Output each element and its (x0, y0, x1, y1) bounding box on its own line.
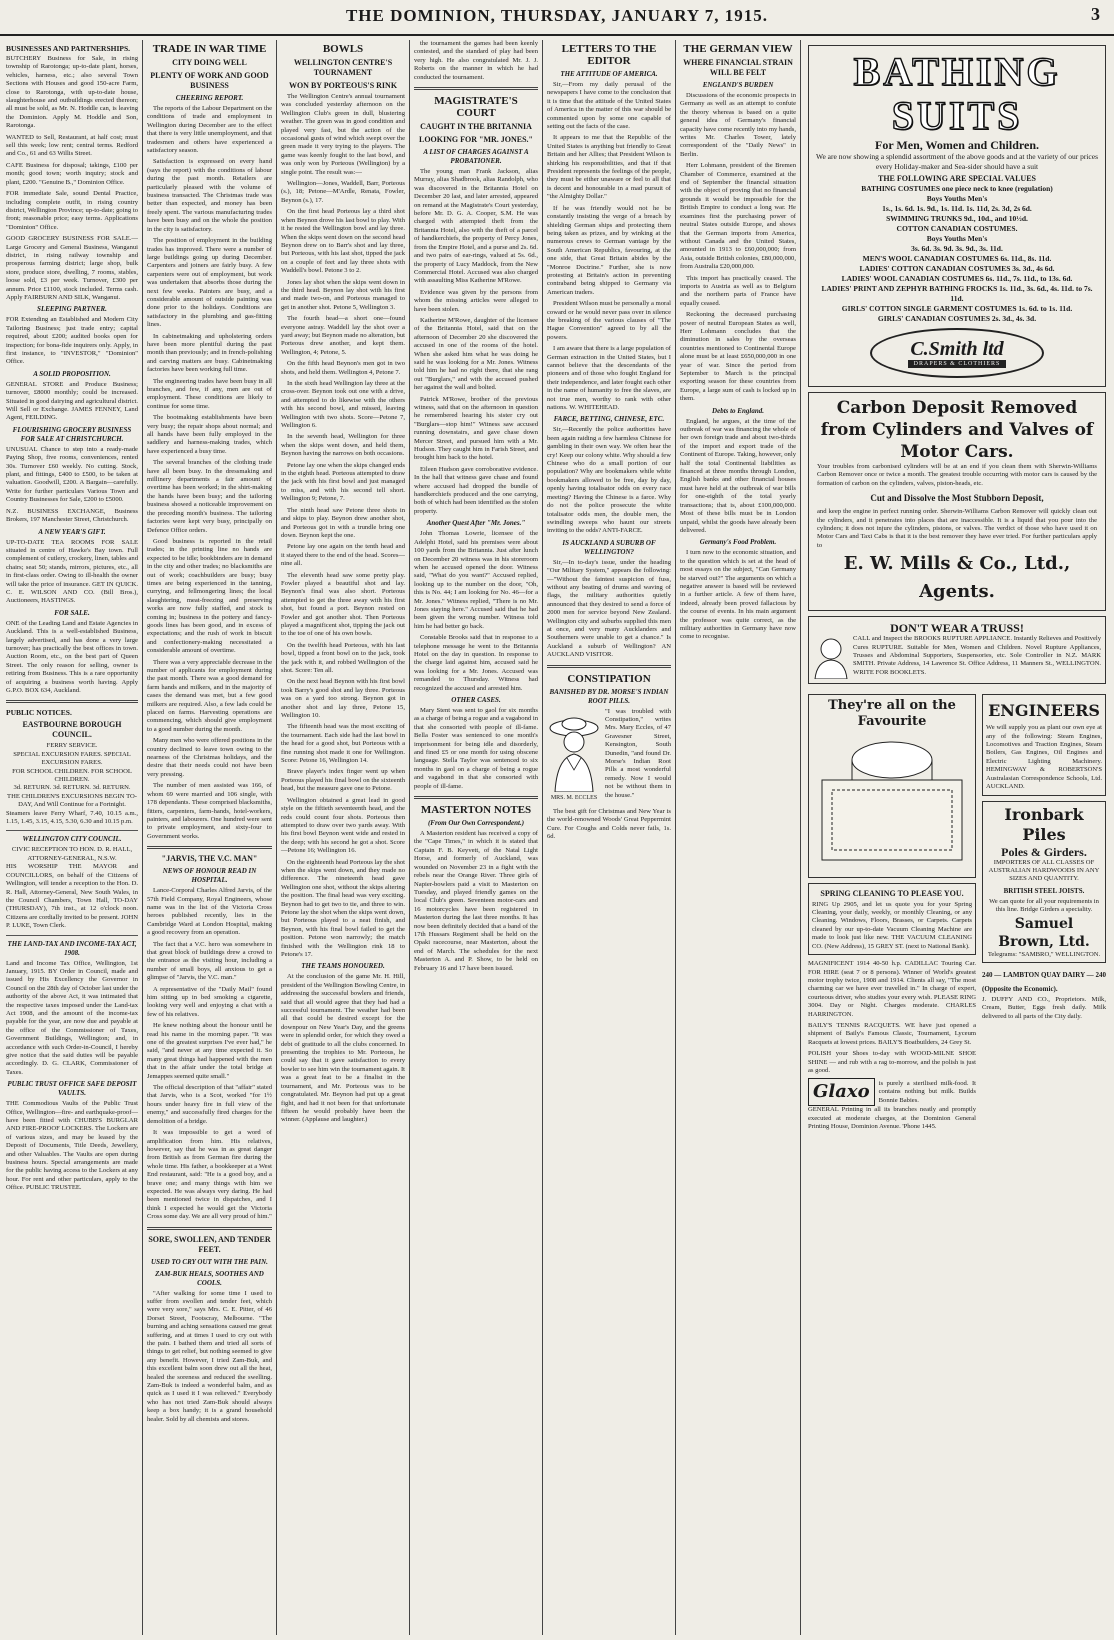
divider (6, 830, 138, 831)
article-paragraph: The fact that a V.C. hero was somewhere in that great block of buildings drew a crowd to the entrance as the visiting hour, including a number of small boys, all anxious to get a glimpse of "Jarvis, the V.C. man." (147, 940, 272, 982)
ad-text: and keep the engine in perfect running order. Sherwin-Williams Carbon Remover will quickly clean out the cylinders, and it penetrates into places that are inaccessible. It is a liquid that you pour into the cylinders; it does not injure the cylinders, pistons, or valves. The verdict of those who have used it on Motor Cars and Taxi Cabs is that it is the best remover they have ever tried. For further particulars apply to (817, 508, 1097, 549)
section-heading: PUBLIC NOTICES. (6, 708, 72, 718)
company-name: Samuel Brown, Ltd. (998, 915, 1090, 950)
ad-heading: A SOLID PROPOSITION. (33, 369, 111, 378)
price-line: GIRLS' CANADIAN COSTUMES 2s. 3d., 4s. 3d. (877, 314, 1037, 323)
article-headline: BOWLS (322, 43, 364, 55)
man-portrait-icon (813, 635, 849, 679)
ad-text: Your troubles from carbonised cylinders will be at an end if you clean them with Sherwin-Williams Carbon Remover once or twice a month. The greatest trouble occurring with motor cars is caused by the formation of carbon on the cylinders, valves, piston-heads, etc. (817, 463, 1097, 487)
article-subhead: WHERE FINANCIAL STRAIN WILL BE FELT (683, 58, 793, 77)
article-paragraph: Jones lay shot when the skips went down in the third head. Beynon lay shot with his first and made two-on, and Porteous managed to get in another shot. Petone 5, Wellington 3. (281, 278, 405, 311)
article-paragraph: The eleventh head saw some pretty play. Fowler played a beautiful shot and lay. Beynon's final was also short. Porteous attempted to get the three away with his first shot, but found a port. Beynon rested on Fowler and got another shot. Then Porteous played a magnificent shot, tipping the jack out to the toe of one of his own bowls. (281, 571, 405, 638)
price-line: 1s., 1s. 6d. 1s. 9d., 1s. 11d. 1s. 11d, 2s. 3d, 2s 6d. (882, 204, 1032, 213)
article-paragraph: A Masterton resident has received a copy of the "Cape Times," in which it is stated that Captain F. B. Keyvett, of the Natal Light Horse, and formerly of Auckland, was wounded on November 23 in a fight with the rebels near the Orange River. Three girls of Napier-bowlers paid a visit to Masterton on Tuesday, and played friendly games on the local Club's green. Seventeen motor-cars and 16 motorcycles have been registered in Masterton during the last three months. It has now been definitely decided that a band of the 17th Hussars Regiment shall be held on the Opaki racecourse, near Masterton, about the end of March. The schedules for the next Masterton A. and P. Show, to be held on February 16 and 17 have been issued. (414, 830, 538, 972)
article-paragraph: A representative of the "Daily Mail" found him sitting up in bed smoking a cigarette, looking very well and enjoying a chat with a few of his relatives. (147, 985, 272, 1018)
ad-text: UNUSUAL Chance to step into a ready-made Paying Shop, five rooms, conveniences, rented 30s. Turnover £60 weekly. No cutting. Stock, plant, and fittings, £400 to £500, to be taken at valuation. Goodwill, £200. A Bargain—carefully. Write for further particulars Various Town and Country Businesses for Sale, £200 to £5000. (6, 445, 138, 504)
portrait-illustration (547, 714, 601, 802)
article-paragraph: Good business is reported in the retail trades; in the printing line no hands are expected to be idle; bookbinders are in demand in the city and other trades; no blacksmiths are out of work; coachbuilders are busy; busy times are being experienced in the tanning, currying, and fellmongering lines; the local slaughtering, meat-freezing and preserving works are now fully staffed, and stock is coming in; business in the pottery and fancy-goods lines has been good, and in excess of expectations; and the rush of work in biscuit and confectionery-making necessitated a considerable amount of overtime. (147, 537, 272, 655)
notice-text: THE Commodious Vaults of the Public Trust Office, Wellington—fire- and earthquake-proof—have been fitted with CHUBB'S BURGLAR AND FIRE-PROOF LOCKERS. The Lockers are of various sizes, and may be leased by the Deposit of Documents, Title Deeds, Jewellery, and other Valuables. The Vaults are open during business hours. Special arrangements are made for the public having access to the Lockers at any hour. For rent and other particulars, apply to the Office. PUBLIC TRUSTEE. (6, 1100, 138, 1192)
article-paragraph: The reports of the Labour Department on the conditions of trade and employment in Wellington during December are to the effect that there is very little unemployment, and that tradesmen and others have experienced a satisfactory season. (147, 105, 272, 155)
ad-heading: FLOURISHING GROCERY BUSINESS FOR SALE AT CHRISTCHURCH. (12, 425, 132, 443)
engineers-ad (982, 694, 1106, 795)
price-line: LADIES' WOOL CANADIAN COSTUMES 6s. 11d., 7s. 11d., to 13s. 6d. (841, 274, 1073, 283)
article-subhead: CAUGHT IN THE BRITANNIA (420, 122, 532, 132)
article-paragraph: Wellington obtained a great lead in good style on the fiftieth seventeenth head, and the reds could count four shots. Porteous then attempted to draw over two yards away. With his first bowl Beynon went wide and rested in the deep; with his second he got a shot. Score—Petone 16; Wellington 16. (281, 796, 405, 855)
column-letters (543, 40, 675, 1635)
woman-portrait-icon (547, 714, 601, 792)
article-subhead: CITY DOING WELL (172, 58, 247, 67)
ad-heading: FOR SALE. (54, 608, 90, 617)
article-paragraph: On the next head Beynon with his first bowl took Barry's good shot and lay three. Porteous was on a yard too strong. Beynon got in another shot and lay three, Petone 15, Wellington 10. (281, 678, 405, 720)
ad-subhead: ZAM-BUK HEALS, SOOTHES AND COOLS. (155, 1269, 264, 1287)
article-paragraph: This import has practically ceased. The imports to Austria as well as to Belgium and the northern parts of France have equally ceased. (680, 274, 796, 307)
price-line: LADIES' PRINT AND ZEPHYR BATHING FROCKS 1s. 11d., 3s. 6d., 4s. 11d. to 7s. 11d. (821, 284, 1093, 303)
ad-subhead: USED TO CRY OUT WITH THE PAIN. (151, 1257, 268, 1266)
article-paragraph: Constable Brooks said that in response to a telephone message he went to the Britannia Hotel on the day in question. In response to the charge laid against him, accused said he was looking for a Mr. Jones. Accused was remanded to Thursday. Witness had recognized the accused and arrested him. (414, 634, 538, 692)
article-paragraph: It was impossible to get a word of amplification from him. His relatives, however, say that he was in as great danger from British as from German fire during the whole time. His father, a bookkeeper at a West End restaurant, said: "He is a good boy, and a brave one; and many things with him we expected. He was always very daring. He had been mentioned twice in dispatches, and I think I expected he would get the Victoria Cross some day. We are all very proud of him." (147, 1129, 272, 1221)
article-paragraph: Satisfaction is expressed on every hand (says the report) with the conditions of labour during the past month. Retailers are particularly pleased with the volume of business transacted. The Christmas trade was better than expected, and money has been freely spent. The various manufacturing trades have been busy and on the whole the position in the city is satisfactory. (147, 158, 272, 233)
article-paragraph: Brave player's index finger went up when Porteous played his final bowl on the sixteenth head, but the measure gave one to Petone. (281, 768, 405, 793)
divider (147, 846, 272, 849)
letter-paragraph: Sir,—In to-day's issue, under the heading "Our Military System," appears the following:—"Without the faintest suspicion of fuss, without any beating of drums and waving of flags, the military authorities quietly announced that they desired to send a force of 2000 men for service beyond New Zealand. Wellington city and suburbs supplied this men at once, and very many Aucklanders and Southerners were unable to get a chance." Is Auckland a suburb of Wellington? AN AUCKLAND VISITOR. (547, 558, 671, 659)
newspaper-title: THE DOMINION, THURSDAY, JANUARY 7, 1915. (345, 6, 769, 25)
article-paragraph: In cabinetmaking and upholstering orders have been more plentiful during the past month than previously; and in french-polishing and carving matters are busy. Cabinetmaking factories have been working full time. (147, 332, 272, 374)
divider (414, 796, 538, 799)
ad-text: IMPORTERS OF ALL CLASSES OF AUSTRALIAN HARDWOODS IN ANY SIZES AND QUANTITY. (988, 858, 1100, 883)
ad-text: Telegrams: "SAMBRO," WELLINGTON. (987, 950, 1101, 958)
article-paragraph: Petone lay one when the skips changed ends in the eighth head. Porteous attempted to draw the jack with his first bowl and just managed to miss, and with his second tell short. Wellington 9; Petone, 7. (281, 461, 405, 503)
article-subhead: WELLINGTON CENTRE'S TOURNAMENT (293, 58, 393, 77)
ad-text: "I was troubled with Constipation," writes Mrs. Mary Eccles, of 47 Gravesner Street, Kensington, South Dunedin, "and found Dr. Morse's Indian Root Pills a most wonderful remedy. Now I would not be without them in the house." (605, 707, 671, 799)
letter-paragraph: President Wilson must be personally a moral coward or he would never pass over in silence the breaking of the various clauses of "The Hague Convention" agreed to by all the powers. (547, 300, 671, 341)
ad-text: UP-TO-DATE TEA ROOMS FOR SALE situated in centre of Hawke's Bay town. Full complement of cutlery, crockery, linen, tables and chairs; seat 50; stands, mirrors, pictures, etc., all in first-class order. Owing to ill-health the owner will take the price of insurance. GET IN QUICK. C. E. WILSON AND CO. (Bill Bros.), Auctioneers, HASTINGS. (6, 538, 138, 605)
section-heading: BUSINESSES AND PARTNERSHIPS. (6, 44, 131, 53)
ad-subhead: THE FOLLOWING ARE SPECIAL VALUES (878, 174, 1036, 183)
ad-subhead: BRITISH STEEL JOISTS. (1003, 886, 1085, 895)
ad-text: ONE of the Leading Land and Estate Agencies in Auckland. This is a well-established Business, largely advertised, and has done a very large turnover; has practically the best offices in town. Auction Room, etc., on the best part of Queen Street. The only reason for selling, owner is retiring from Business. This is a rare opportunity of acquiring a business worth having. Apply G.P.O. BOX 634, Auckland. (6, 619, 138, 694)
article-paragraph: On the twelfth head Porteous, with his last bowl, tipped a front bowl on to the jack, took the jack with it, and robbed Wellington of the shot. Score: Ten all. (281, 641, 405, 674)
column-rule (800, 40, 801, 1635)
notice-heading: THE LAND-TAX AND INCOME-TAX ACT, 1908. (7, 939, 137, 957)
ad-subhead: Poles & Girders. (1001, 844, 1087, 859)
divider (414, 87, 538, 90)
article-paragraph: In the seventh head, Wellington for three when the skips went down, and held them, Beynon having the narrows on both occasions. (281, 433, 405, 458)
article-headline: THE GERMAN VIEW (683, 43, 793, 55)
ad-text: "After walking for some time I used to suffer from swollen and tender feet, which were very sore," says Mrs. C. E. Pitter, of 46 Dorset Street, Footscray, Melbourne. "The burning and aching sensations caused me great suffering, and at times I used to cry out with the pain. I bathed them and tried all sorts of things to get relief, but nothing seemed to give any benefit. However, I tried Zam-Buk, and this excellent balm soon drew out all the heat, healed the soreness and reduced the swelling. Zam-Buk is indeed a wonderful balm, and as quick as I used it I was relieved." Everybody who has not tried Zam-Buk should always keep a box handy; it is a grand household healer. Sold by all chemists and stores. (147, 1289, 272, 1423)
ad-text: CALL and Inspect the BROOKS RUPTURE APPLIANCE. Instantly Relieves and Positively Cures RUPTURE. Suitable for Men, Women and Children. Novel Rupture Appliances, Trusses and Abdominal Supporters, Suspensories, etc. Sole Controller in N.Z. MARK SMITH. Private Address, 14 Lawrence St. Office Address, 11 Manners St., WELLINGTON. WRITE FOR BOOKLETS. (853, 635, 1101, 676)
column-advertisements (802, 40, 1112, 1635)
divider (6, 935, 138, 936)
article-paragraph: The bootmaking establishments have been very busy; the repair shops about normal; and all hands have been fully employed in the saddlery and harness-making trades, which have experienced a busy time. (147, 414, 272, 455)
column-court (410, 40, 542, 1635)
divider (147, 1227, 272, 1230)
article-subhead: A LIST OF CHARGES AGAINST A PROBATIONER. (423, 148, 529, 166)
price-line: MEN'S WOOL CANADIAN COSTUMES 6s. 11d., 8s. 11d. (862, 254, 1052, 263)
page-number: 3 (1091, 4, 1100, 24)
ad-headline: Carbon Deposit Removed from Cylinders and Valves of Motor Cars. (820, 398, 1094, 462)
ad-subhead: Cut and Dissolve the Most Stubborn Deposit, (870, 493, 1044, 504)
article-subhead: OTHER CASES. (451, 696, 501, 704)
price-line: LADIES' COTTON CANADIAN COSTUMES 3s. 3d., 4s 6d. (859, 264, 1055, 273)
ad-text: GENERAL STORE and Produce Business; turnover, £8000 monthly; could be increased. Situated in good dairying and agricultural district. Will Sell or Exchange. JAMES FENNEY, Land Agent, FEILDING. (6, 380, 138, 422)
ad-text: CAFE Business for disposal; takings, £100 per month; good town; worth inquiry; stock and plant, £200. "Genuine B.," Dominion Office. (6, 161, 138, 186)
article-paragraph: Many men who were offered positions in the country declined to leave town owing to the nearness of the Christmas holidays, and the desire that their needs could not have been very pressing. (147, 737, 272, 778)
ad-text: FOR Extending an Established and Modern City Tailoring Business; just trade entry; capital required, about £200; audited books open for inspection; for bona-fide inquirers only. Apply, in first instance, to "INVESTOR," "Dominion" Office. (6, 316, 138, 366)
column-classifieds (2, 40, 142, 1635)
notice-line: THE CHILDREN'S EXCURSIONS BEGIN TO-DAY, And Will Continue for a Fortnight. (7, 792, 137, 809)
agent-name: E. W. Mills & Co., Ltd., Agents. (843, 553, 1071, 603)
divider (6, 700, 138, 703)
article-paragraph: The several branches of the clothing trade have all been busy. In the dressmaking and millinery departments a fair amount of overtime has been worked; in the shirt-making the hands have been busy; and the tailoring business showed a noticeable improvement on the preceding month's business. The tailoring factories were kept very busy, principally on Defence Office orders. (147, 459, 272, 534)
notice-heading: EASTBOURNE BOROUGH COUNCIL. (22, 720, 122, 740)
notice-line: FOR SCHOOL CHILDREN. FOR SCHOOL CHILDREN. (12, 767, 132, 784)
ad-text: We can quote for all your requirements in this line. Bridge Girders a speciality. (989, 897, 1099, 914)
article-paragraph: Discussions of the economic prospects in Germany as well as an attempt to confute the theory whereas is based on a quite general idea of Germany's financial capacity have come recently into my hands, writes Mr. Charles Tower, lately correspondent of the "Daily News" in Berlin. (680, 92, 796, 158)
article-paragraph: Katherine M'Rowe, daughter of the licensee of the Britannia Hotel, said that on the afternoon of December 20 she discovered the accused in one of the rooms of the hotel. When she asked him what he was doing he said he was looking for a Mr. Jones. Witness told him he had no right there, that she rang out "Burglars," and with the accused pushed her against the wall and bolted. (414, 316, 538, 392)
ad-heading: A NEW YEAR'S GIFT. (38, 527, 106, 536)
ad-text: J. DUFFY AND CO., Proprietors. Milk, Cream, Butter, Eggs fresh daily. Milk delivered to all parts of the City daily. (982, 995, 1106, 1020)
ad-headline: 240 — LAMBTON QUAY DAIRY — 240 (Opposite the Economic). (982, 970, 1106, 993)
price-line: SWIMMING TRUNKS 9d., 10d., and 10½d. (886, 214, 1028, 223)
article-subhead: Debts to England. (712, 406, 764, 415)
divider (547, 665, 671, 668)
column-trade (143, 40, 276, 1635)
ad-text: We will supply you as plant our own eye at any of the following: Steam Engines, Locomotives and Traction Engines, Steam Boilers, Gas Engines, Oil Engines and Electric Lighting Machinery. HEMINGWAY & ROBERTSON'S Australasian Correspondence Schools, Ltd. AUCKLAND. (986, 724, 1102, 791)
article-paragraph: Eileen Hudson gave corroborative evidence. In the hall that witness gave chase and found where accused had dropped the bundle of handkerchiefs produced and the one carrying, both of which had been identified as the stolen property. (414, 465, 538, 515)
ad-headline: BATHING SUITS (853, 49, 1061, 138)
article-paragraph: He knew nothing about the honour until he read his name in the morning paper. "It was one of the greatest surprises I've ever had," he said, "and never at any time expected it. So many great things had happened with the men that in the affair under the total bridge at Jemappes seemed quite small." (147, 1022, 272, 1080)
article-headline: TRADE IN WAR TIME (152, 43, 267, 55)
article-subhead: THE TEAMS HONOURED. (301, 962, 385, 971)
article-paragraph: The number of men assisted was 166, of whom 69 were married and 106 single, with 178 dependants. These comprised blacksmiths, fitters, carpenters, farm-hands, hotel-workers, painters, and labourers. One hundred were sent to private employment, and sixty-four to Government works. (147, 782, 272, 840)
letter-paragraph: Sir,—From my daily perusal of the newspapers I have come to the conclusion that it is time that the attitude of the United States of America in the matter of this war should be commented upon by some one capable of setting out the facts of the case. (547, 81, 671, 131)
article-subhead: PLENTY OF WORK AND GOOD BUSINESS (150, 71, 269, 90)
ad-text: WANTED to Sell, Restaurant, at half cost; must sell this week; low rent; central terms. Redford and Co., 61 and 63 Willis Street. (6, 133, 138, 158)
glaxo-logo: Glaxo (808, 1078, 875, 1106)
letter-paragraph: It appears to me that the Republic of the United States is anything but friendly to Great Britain and her Allies; that President Wilson is shirking his responsibilities, and that if that President represents the feelings of the people, they must be either unaware or feel to all that is decent and honourable in a mad pursuit of "the Almighty Dollar." (547, 134, 671, 201)
article-paragraph: Herr Lohmann, president of the Bremen Chamber of Commerce, examined at the end of September the financial situation with the object of proving that no financial grounds it would be impossible for the British Empire to conduct a long war. He examines first the purchasing power of neutral States outside Europe, and shows that the German imports from America, without Canada and the United States, amounted in 1913 to £60,000,000; from Asia, outside British colonies, £80,000,000, from Australia £20,000,000. (680, 162, 796, 271)
favourite-ad (808, 694, 976, 877)
article-paragraph: The Wellington Centre's annual tournament was concluded yesterday afternoon on the Wellington Club's green in dull, blustering weather. The green was in good condition and played very fast, but the action of the occasional gusts of wind which swept over the green made it very trying to the players. The game was keenly fought to the last bowl, and was only won by Porteous (Wellington) by a single point. The result was:— (281, 93, 405, 176)
article-headline: "JARVIS, THE V.C. MAN" (161, 854, 258, 864)
ad-subhead: For Men, Women and Children. (874, 138, 1040, 152)
article-subhead: NEWS OF HONOUR READ IN HOSPITAL. (162, 867, 257, 885)
article-subhead: (From Our Own Correspondent.) (427, 819, 525, 828)
ad-text: N.Z. BUSINESS EXCHANGE, Business Brokers, 197 Manchester Street, Christchurch. (6, 507, 138, 524)
notice-line: FERRY SERVICE. (46, 742, 98, 750)
article-headline: MAGISTRATE'S COURT (434, 95, 518, 120)
article-paragraph: On the eighteenth head Porteous lay the shot when the skips went down, and they made no difference. The nineteenth head gave Wellington one shot, without the skips altering the position. The final head was very exciting. Beynon had to get two to tie, and three to win. Petone lay the shot when the skips went down, but Porteous played to a neat finish, and Beynon, with his final bowl failed to get the position. Petone won narrowly; the match finished with the Wellington rink 18 to Petone's 17. (281, 858, 405, 958)
price-line: GIRLS' COTTON SINGLE GARMENT COSTUMES 1s. 6d. to 1s. 11d. (841, 304, 1073, 313)
ad-text: is purely a sterilised milk-food. It contains nothing but milk. Builds Bonnie Babies. (878, 1079, 976, 1104)
article-paragraph: England, he argues, at the time of the outbreak of war was financing the whole of her own foreign trade and about two-thirds of the import and export trade of the Continent of Europe. Taking, however, only half the total Continental liabilities as financed at three months through London, English banks and other financial houses must have held at the outbreak of war bills for one-eighth of the total yearly transactions; that is, about £100,000,000. Most of these bills must be in London unpaid, whilst the goods have already been delivered. (680, 417, 796, 534)
article-paragraph: John Thomas Lowrie, licensee of the Adelphi Hotel, said his premises were about 100 yards from the Britannia. Just after lunch on December 20 witness was in his storeroom when he accused opened the door. Witness said, "What do you want?" Accused replied, looking up to the number on the door, "Oh, this is No. 44; I am looking for No. 46—for a Mr. Jones." Witness replied, "There is no Mr. Jones staying here." Accused said that he had been given the wrong number. Witness told him he had better go back. (414, 530, 538, 630)
ad-headline: ENGINEERS (988, 701, 1100, 721)
article-paragraph: Patrick M'Rowe, brother of the previous witness, said that on the afternoon in question he remembered hearing his sister cry out "Burglars—stop him!" Witness saw accused running downstairs, and gave chase down Mercer Street, and pursued him with a Mr. Hudson. They caught him in Farish Street, and brought him back to the hotel. (414, 395, 538, 462)
letter-paragraph: Sir,—Recently the police authorities have been again raiding a few harmless Chinese for gambling in their own way. We often hear the cry! Keep our colony white. Why should a few Chinese who do a small portion of our population? Why are bookmakers while white bookmakers allowed to be free, day by day, openly having totalisator odds on every race meeting? Having the Chinese is a farce. Why do not the police prosecute the white totalisator odds men, the double men, the swindling sweeps who haunt our streets inviting to the odds? ANTI-FARCE. (547, 426, 671, 535)
product-illustration-icon (812, 730, 972, 870)
portrait-caption: MRS. M. ECCLES (550, 795, 598, 801)
ad-headline: CONSTIPATION (567, 672, 651, 685)
ad-text: GENERAL Printing in all its branches neatly and promptly executed at moderate charges, at the Dominion General Printing House, Dominion Avenue. 'Phone 1445. (808, 1106, 976, 1131)
ad-heading: SLEEPING PARTNER. (37, 305, 107, 314)
article-paragraph: At the conclusion of the game Mr. H. Hill, president of the Wellington Bowling Centre, in addressing the successful bowlers and friends, said that all would agree that they had had a successful tournament. The weather had been all that could be desired except for the downpour on New Year's Day, and the greens were in splendid order, for which they owed a debt of gratitude to all the clubs concerned. In presenting the trophies to Mr. Porteous, he could say that it gave satisfaction to every bowler to see him win the tournament again. It was a great feat to be a finalist in the tournament, and Mr. Porteous was to be congratulated. Mr. Beynon had put up a great fight, and had it not been for that unfortunate fifteen he would probably have been the winner. (Applause and laughter.) (281, 973, 405, 1124)
article-subhead: ENGLAND'S BURDEN (702, 81, 774, 89)
ad-text: MAGNIFICENT 1914 40-50 h.p. CADILLAC Touring Car. FOR HIRE (seat 7 or 8 persons). Winner of World's greatest motor trophy twice, 1908 and 1914. Clients all say, "The most charming car we have ever travelled in." In charge of expert, courteous driver, who studies your every wish. PLEASE RING 3004. Day or Night. Charges moderate. CHARLES HARRINGTON. (808, 960, 976, 1018)
ad-headline: Ironbark Piles (1004, 804, 1084, 844)
ad-headline: DON'T WEAR A TRUSS! (890, 621, 1024, 636)
smith-logo (870, 328, 1044, 378)
logo-text: C.Smith ltd (910, 337, 1004, 360)
letter-heading: THE ATTITUDE OF AMERICA. (560, 70, 658, 78)
ironbark-ad (982, 801, 1106, 963)
article-subhead: Another Quest After "Mr. Jones." (426, 519, 526, 528)
letter-heading: FARCE, BETTING, CHINESE, ETC. (553, 415, 665, 424)
article-paragraph: Petone lay one again on the tenth head and it stayed there to the end of the head. Scores—nine all. (281, 543, 405, 568)
article-paragraph: The ninth head saw Petone three shots in and skips to play. Beynon drew another shot, and Porteous got in with a trundle bring one down. Beynon kept the one. (281, 506, 405, 539)
article-paragraph: The fourth head—a short one—found everyone astray. Waddell lay the shot over a yard away; but Beynon made no alteration, but Porteous drew another, and kept them. Wellington, 4; Petone, 5. (281, 315, 405, 356)
article-paragraph: Mary Stent was sent to gaol for six months as a charge of being a rogue and a vagabond in that she consorted with people of ill-fame. Bella Foster was sentenced to one month's imprisonment for being idle and disorderly, and fined £5 or one month for using obscene language. Stella Taylor was sentenced to six months in gaol on a charge of being a rogue and vagabond in that she consorted with people of ill-fame. (414, 707, 538, 790)
notice-heading: PUBLIC TRUST OFFICE SAFE DEPOSIT VAULTS. (7, 1080, 137, 1098)
column-bowls (277, 40, 409, 1635)
article-paragraph: the tournament the games had been keenly contested, and the standard of play had been very high. He also congratulated Mr. J. J. Roberts on the manner in which he had conducted the tournament. (414, 40, 538, 81)
notice-line: SPECIAL EXCURSION FARES. SPECIAL EXCURSION FARES. (13, 750, 131, 767)
article-paragraph: Lance-Corporal Charles Alfred Jarvis, of the 57th Field Company, Royal Engineers, whose name was in the list of the Victoria Cross heroes published recently, lies in the Cambridge Ward at London Hospital, making a good recovery from an operation. (147, 887, 272, 937)
article-headline: MASTERTON NOTES (420, 804, 532, 817)
logo-subtext: DRAPERS & CLOTHIERS (908, 360, 1007, 368)
notice-line: CIVIC RECEPTION TO HON. D. R. HALL, ATTORNEY-GENERAL, N.S.W. (11, 846, 133, 862)
ad-text: BUTCHERY Business for Sale, in rising township of Rarotonga; up-to-date plant, horses, vehicles, harness, etc.; also several Town Sections with Houses and good 150-acre Farm, close to Rarotonga, with up-to-date house, slaughterhouse and outbuildings erected thereon; all must be sold, as Mr. N. Hoddle can, is leaving the Dominion. Apply M. Hoddle and Son, Rarotonga. (6, 55, 138, 130)
article-paragraph: The young man Frank Jackson, alias Murray, alias Shadbrook, alias Randolph, who was discovered in the Britannia Hotel on December 20 last, and later arrested, appeared on remand at the Magistrate's Court yesterday, before Mr. D. G. A. Cooper, S.M. He was charged with attempted theft from the Britannia Hotel, also with the theft of a parcel of handkerchiefs, the property of Percy Jones, from the Empire Hotel, and a purse and 2s. 6d. and two pairs of ear-rings, valued at 5s. 6d., the property of Lucy Maddock, from the New Commercial Hotel. Accused was also charged with assaulting Miss Katherine M'Rowe. (414, 168, 538, 285)
article-paragraph: On the first head Porteous lay a third shot when Beynon drove his last bowl to play. With it he rested the Wellington bowl and lay three. When the skips went down on the second head Beynon drew on to Barr's shot and lay three, but Porteous, with his last shot, tipped the jack on a couple of feet and lay three shots with Waddell's bowl. Petone 3 to 2. (281, 208, 405, 275)
ad-headline: SORE, SWOLLEN, AND TENDER FEET. (148, 1234, 271, 1254)
article-subhead: CHEERING REPORT. (175, 94, 244, 102)
bathing-suits-ad (808, 45, 1106, 387)
article-paragraph: The position of employment in the building trades has improved. There were a number of large buildings going up during December. Carpenters and joiners are fairly busy. A few carpenters were out of employment, but work was undertaken that absorbs those during the next few weeks. Painters are busy, and a considerable amount of outside painting was done prior to the holidays. Conditions are satisfactory in the plumbing and gas-fitting lines. (147, 237, 272, 329)
masthead (0, 0, 1114, 36)
article-headline: LETTERS TO THE EDITOR (561, 43, 657, 67)
notice-text: HIS WORSHIP THE MAYOR and COUNCILLORS, on behalf of the Citizens of Wellington, will tender a reception to the Hon. D. R. Hall, Attorney-General, New South Wales, in the Council Chambers, Town Hall, TO-DAY (THURSDAY), 7th inst., at 12 o'clock noon. Citizens are cordially invited to be present. JOHN P. LUKE, Town Clerk. (6, 863, 138, 930)
ad-subhead: BANISHED BY DR. MORSE'S INDIAN ROOT PILLS. (549, 687, 669, 705)
letter-heading: IS AUCKLAND A SUBURB OF WELLINGTON? (562, 538, 656, 556)
ad-text: The best gift for Christmas and New Year is the world-renowned Woods' Great Peppermint Cure. For Coughs and Colds never fails, 1s. 6d. (547, 808, 671, 841)
notice-text: Land and Income Tax Office, Wellington, 1st January, 1915. BY Order in Council, made and issued by His Excellency the Governor in Council on the 28th day of October last under the authority of the above Act, it was intimated that the respective taxes imposed under the Land-tax Act 1908, and the amount of the income-tax payable for the year, are now due and payable at the office of the Commissioner of Taxes, Government Buildings, Wellington; and, in accordance with such Order-in-Council, I hereby give notice that the said duties will be payable accordingly. D. G. CLARK, Commissioner of Taxes. (6, 959, 138, 1076)
ad-headline: They're all on the Favourite (828, 698, 956, 730)
price-line: 3s. 6d. 3s. 9d. 3s. 9d., 3s. 11d. (911, 244, 1003, 253)
spring-cleaning-ad (808, 883, 976, 955)
price-line: Boys Youths Men's (926, 194, 988, 203)
article-subhead: Germany's Food Problem. (699, 538, 777, 547)
ad-text: BAILY'S TENNIS RACQUETS. WE have just opened a shipment of Baily's Famous Classic, Tournament, Lyceum Racquets at lowest prices. BAILY'S Boatbuilders, 24 Grey St. (808, 1021, 976, 1046)
ad-text: We are now showing a splendid assortment of the above goods and at the variety of our prices every Holiday-maker and Sea-sider should have a suit (815, 152, 1099, 171)
notice-text: Steamers leave Ferry Wharf, 7.40, 10.15 a.m., 1.15, 1.45, 3.15, 4.15, 5.30, 6.30 and 10.15 p.m. (6, 809, 138, 826)
truss-ad (808, 616, 1106, 684)
ad-text: POLISH your Shoes to-day with WOOD-MILNE SHOE SHINE — and rub with a rag to-morrow, and the polish is just as good. (808, 1050, 976, 1074)
ad-text: FOR immediate Sale, sound Dental Practice, including complete outfit, in rising country district, Wellington Province; up-to-date; going to front; reasonable price; easy terms. Applications "Dominion" Office. (6, 190, 138, 231)
price-line: COTTON CANADIAN COSTUMES. (896, 224, 1018, 233)
notice-line: 3d. RETURN. 3d. RETURN. 3d. RETURN. (13, 784, 131, 792)
article-paragraph: Wellington—Jones, Waddell, Barr, Porteous (s.), 18; Petone—M'Ardle, Renata, Fowler, Beynon (s.), 17. (281, 180, 405, 204)
letter-paragraph: If he was friendly would not he be constantly insisting the verge of a breach by shielding German ships and protecting them being taken as prizes, and by winking at the numerous crews to German vantage by the South American Republics, favouring, at the one side, that Great Britain abides by the "Monroe Doctrine." Further, she is now protesting at Britain's action in preventing contraband being shipped to Germany via American traders. (547, 204, 671, 296)
article-paragraph: In the sixth head Wellington lay three at the cross-over. Beynon took out one with a drive, and attempted to do likewise with the others with his second bowl, and missed, leaving Wellington with two shots. Score—Petone 7, Wellington 6. (281, 380, 405, 430)
article-subhead: WON BY PORTEOUS'S RINK (288, 81, 398, 90)
article-paragraph: The engineering trades have been busy in all branches, and few, if any, men are out of employment. These conditions are likely to continue for some time. (147, 377, 272, 410)
column-german-view (676, 40, 800, 1635)
letter-paragraph: I am aware that there is a large population of German extraction in the United States, but I cannot believe that the descendants of the pioneers and of those who fought England for their independence, and later fought each other in the name of humanity to free the slaves, are not true men, worthy to rank with other nations. W. WHITEHEAD. (547, 345, 671, 412)
article-paragraph: Reckoning the decreased purchasing power of neutral European States as well, Herr Lohmann concludes that the diminution in sales by the overseas countries mentioned to Continental Europe alone must be at least £650,000,000 in one year of war. Since the period from September to March is the principal exporting season for these countries from Europe, a large sum of cash is locked up in them. (680, 311, 796, 403)
price-line: Boys Youths Men's (926, 234, 988, 243)
article-paragraph: I turn now to the economic situation, and to the question which is set at the head of most essays on the subject, "Can Germany be starved out?" The arguments on which a negative answer is based will be reviewed in a further article. A few of them have, indeed, already been proved fallacious by the course of events. In his main argument the professor was quite correct, as the military authorities in Germany have now come to recognise. (680, 549, 796, 641)
ad-text: RING Up 2905, and let us quote you for your Spring Cleaning, your daily, weekly, or monthly Cleaning, or any Cleaning. Windows, Floors, Brasses, or Carpets. Carpets cleaned by our up-to-date Vacuum Cleaning Machine are made to look just like new. THE VACUUM CLEANING CO. (New Address), 15 GREY ST. (next to National Bank). (812, 900, 972, 950)
article-paragraph: On the fifth head Beynon's men got in two shots, and held them. Wellington 4, Petone 7. (281, 360, 405, 376)
ad-headline: SPRING CLEANING TO PLEASE YOU. (820, 888, 964, 898)
price-line: BATHING COSTUMES one piece neck to knee (regulation) (861, 184, 1053, 193)
article-paragraph: There was a very appreciable decrease in the number of applicants for employment during the past month. There was a good demand for farm hands and milkers, and in the majority of cases the demand was met, but a few good milkers are required. Also, a few lads could be placed on farms. Harvesting operations are commencing, which should give employment to a good number during the month. (147, 658, 272, 733)
notice-heading: WELLINGTON CITY COUNCIL. (22, 835, 122, 844)
carbon-remover-ad (808, 392, 1106, 611)
article-paragraph: The official description of that "affair" stated that Jarvis, who is a Scot, worked "for 1½ hours under heavy fire in full view of the enemy," and successfully fired charges for the demolition of a bridge. (147, 1084, 272, 1125)
article-paragraph: The fifteenth head was the most exciting of the tournament. Each side had the last bowl in the head for a good shot, but Porteous with a fine running shot made it one for Wellington. Score: Petone 16, Wellington 14. (281, 723, 405, 765)
article-subhead: LOOKING FOR "MR. JONES." (419, 135, 533, 145)
ad-text: GOOD GROCERY BUSINESS FOR SALE.—Large Grocery and General Business, Wanganui district, in rising railway township and prosperous farming district; large shop, bulk store, produce store, dwelling, 7 rooms, stables, loose sold, £3 per week. Turnover, £300 per annum. Price £1100, stock included. Terms cash. Apply FAIRBURN AND SILK, Wanganui. (6, 235, 138, 301)
article-paragraph: Evidence was given by the persons from whom the missing articles were alleged to have been stolen. (414, 288, 538, 313)
